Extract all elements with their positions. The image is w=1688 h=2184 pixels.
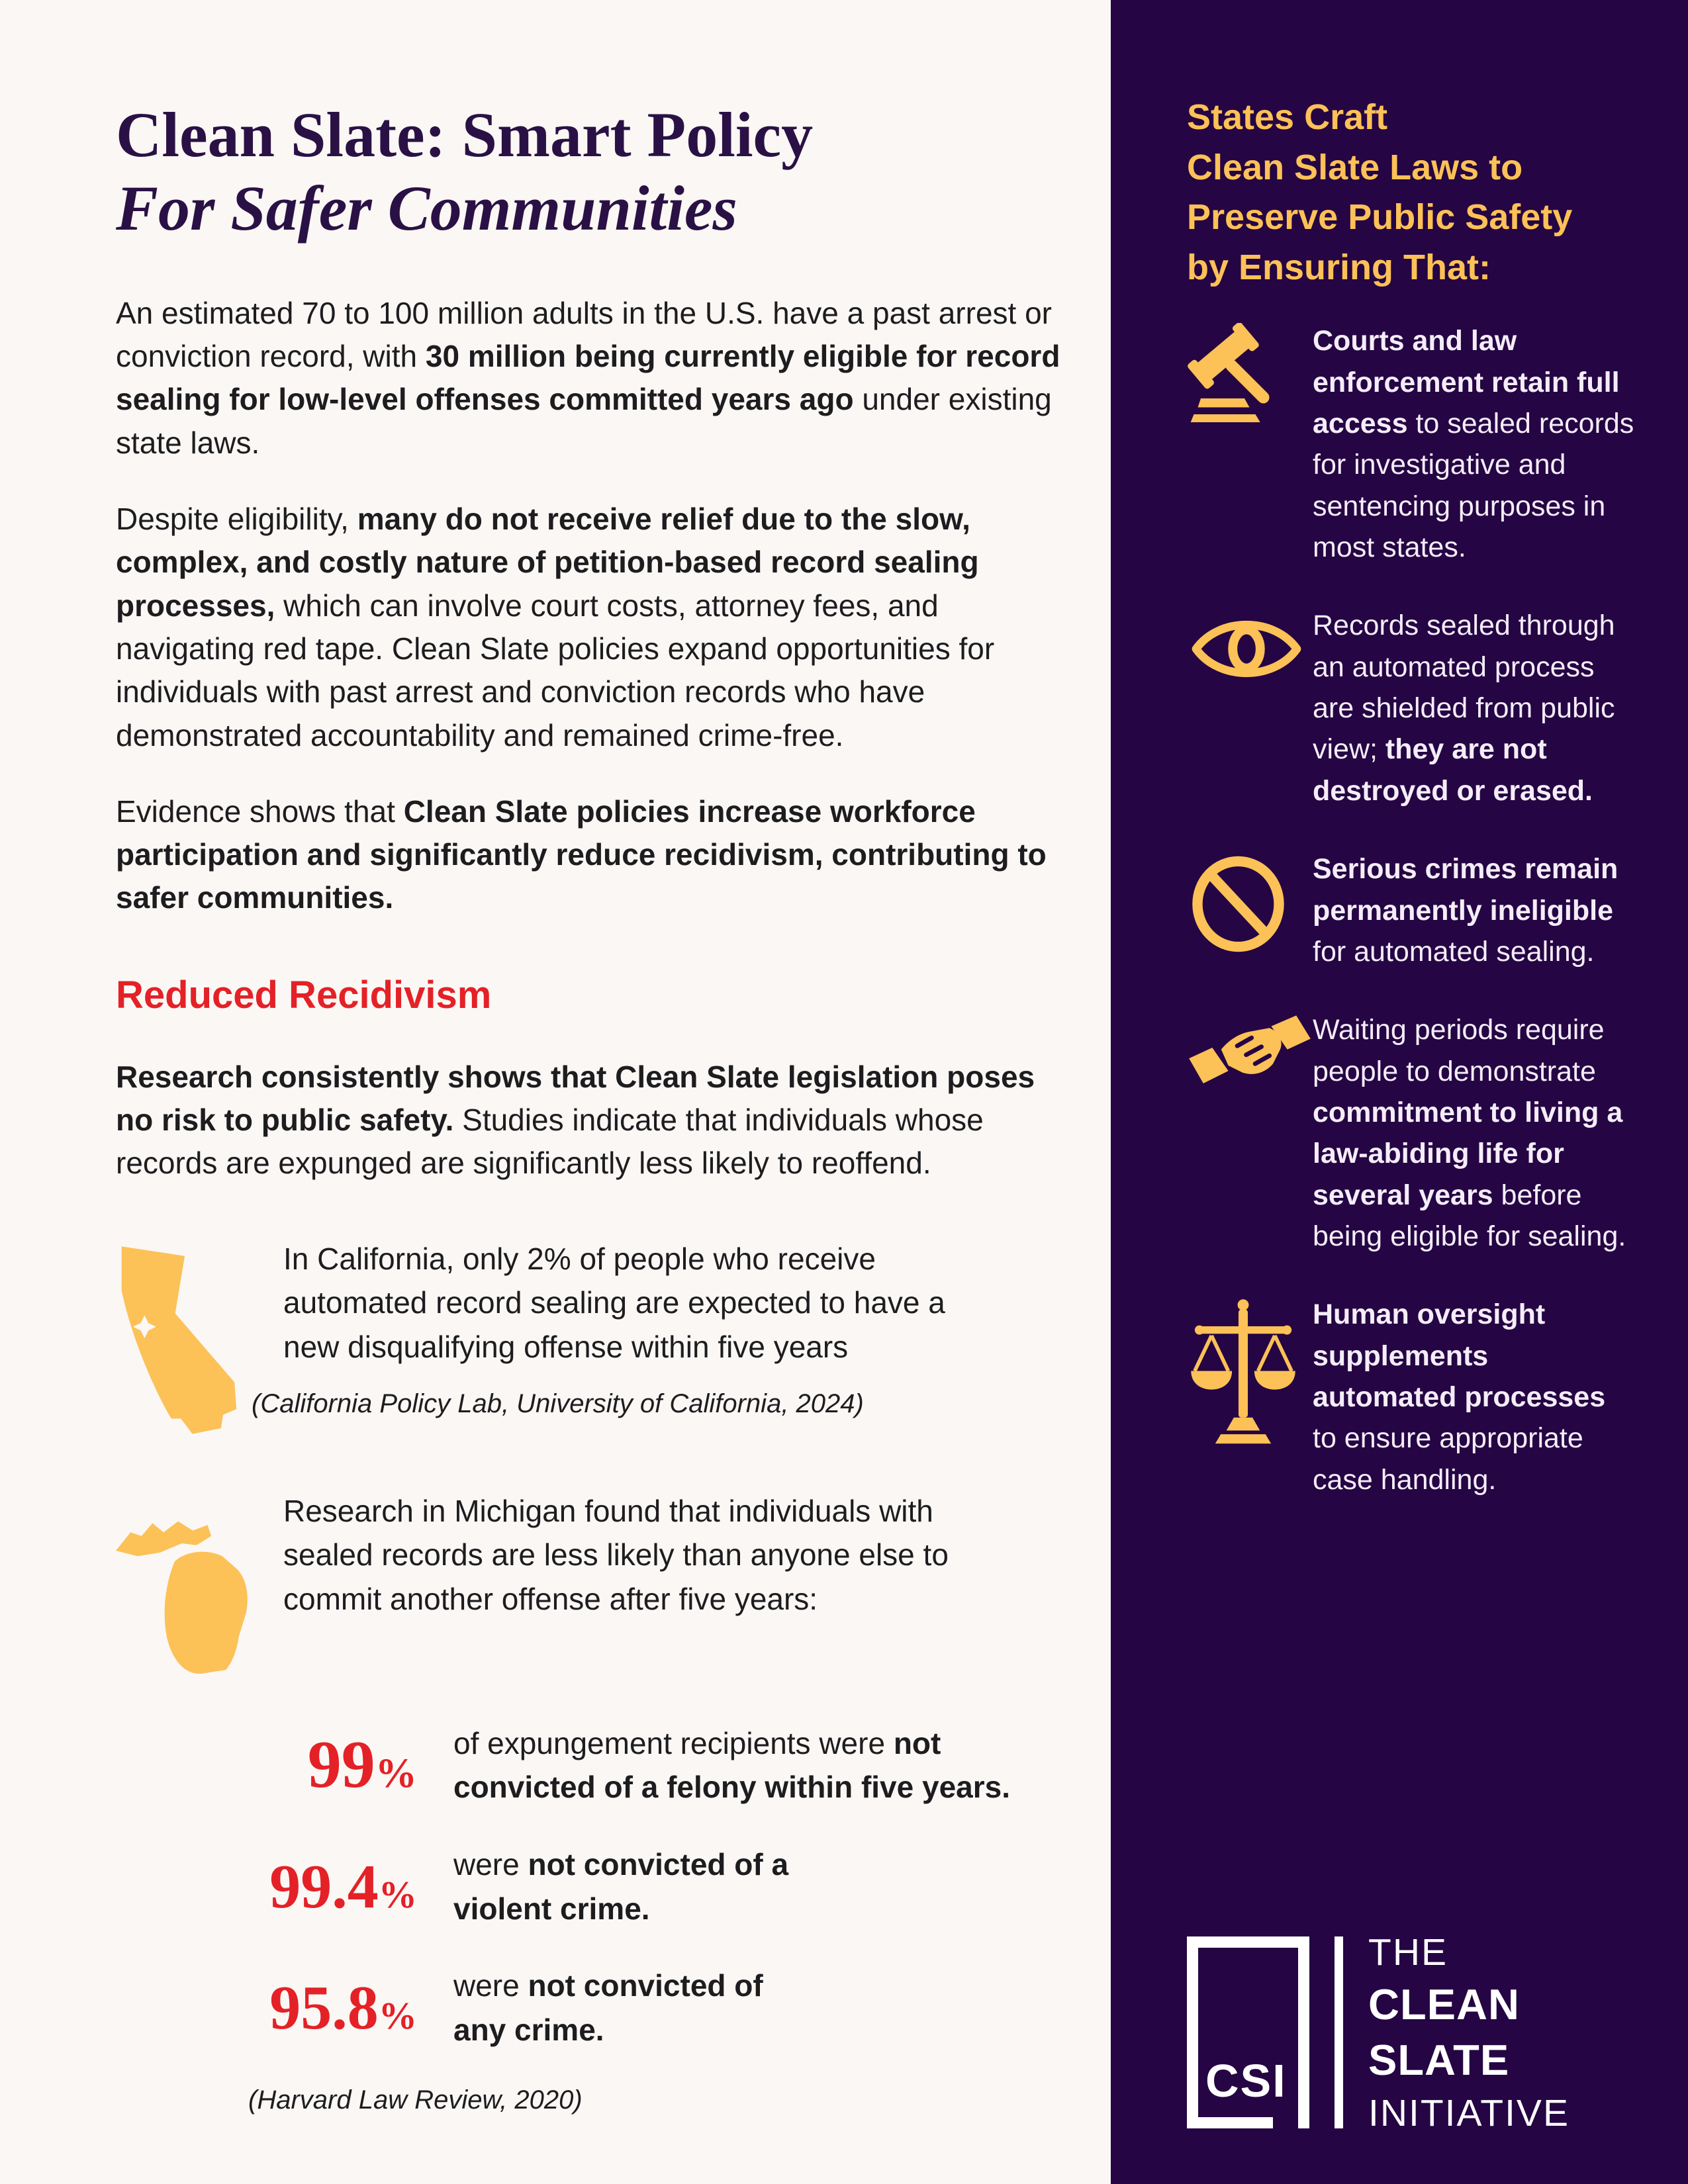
sidebar-item-text: Waiting periods require people to demonstrate commitment to living a law-abiding life for several years before being eligible for sealing. [1313, 1014, 1626, 1252]
percent-sign: % [378, 1872, 417, 1916]
stat-text-felony: of expungement recipients were not convicted of a felony within five years. [453, 1725, 1011, 1805]
percent-sign: % [375, 1750, 417, 1797]
intro-paragraph-2: Despite eligibility, many do not receive relief due to the slow, complex, and costly nature of petition-based record sealing processes, which can involve court costs, attorney fees, and navigating red tape. Clean Slate policies expand opportunities for individuals with past arrest and conviction records who have demonstrated accountability and remained crime-free. [116, 501, 995, 752]
recidivism-paragraph: Research consistently shows that Clean Slate legislation poses no risk to public safety. Studies indicate that individuals whose records are expunged are significantly less likely to reoffend. [116, 1059, 1035, 1181]
no-symbol-icon [1187, 848, 1313, 960]
sidebar-item-human-oversight [1187, 1294, 1635, 1500]
reduced-recidivism-heading: Reduced Recidivism [116, 973, 492, 1017]
logo-divider [1335, 1936, 1343, 2128]
california-text: In California, only 2% of people who receive automated record sealing are expected to have a new disqualifying offense within five years [283, 1241, 945, 1365]
california-map-icon [116, 1237, 252, 1443]
logo-wordmark [1368, 1928, 1635, 2138]
stat-value-99: 99% [307, 1727, 417, 1803]
page-title-line2: For Safer Communities [116, 173, 737, 244]
gavel-icon [1187, 320, 1313, 426]
sidebar-item-waiting-periods [1187, 1009, 1635, 1257]
clean-slate-initiative-logo [1187, 1928, 1635, 2138]
eye-icon [1187, 605, 1313, 694]
harvard-citation: (Harvard Law Review, 2020) [248, 2085, 583, 2115]
scales-icon [1187, 1294, 1313, 1449]
csi-monogram-text: CSI [1205, 2055, 1287, 2107]
sidebar [1111, 0, 1688, 2184]
stat-text-any-crime: were not convicted of any crime. [453, 1968, 763, 2048]
percent-sign: % [378, 1994, 417, 2038]
michigan-stats [242, 1721, 1064, 2052]
logo-frame-left [1187, 1936, 1198, 2128]
sidebar-item-text: Records sealed through an automated process are shielded from public view; they are not destroyed or erased. [1313, 610, 1615, 807]
sidebar-item-shielded-records [1187, 605, 1635, 811]
logo-wordmark-the: THE [1368, 1931, 1448, 1974]
sidebar-heading-line: Clean Slate Laws to [1187, 147, 1523, 187]
california-row [116, 1237, 1064, 1443]
sidebar-item-text: Human oversight supplements automated processes to ensure appropriate case handling. [1313, 1298, 1606, 1496]
logo-frame-bottom [1187, 2117, 1273, 2128]
sidebar-heading-line: Preserve Public Safety [1187, 197, 1573, 238]
stat-row-felony [242, 1721, 1064, 1809]
csi-monogram-mark [1187, 1936, 1309, 2128]
intro-paragraph-3: Evidence shows that Clean Slate policies increase workforce participation and significantly reduce recidivism, contributing to safer communities. [116, 794, 1047, 915]
michigan-text: Research in Michigan found that individuals with sealed records are less likely than anyone else to commit another offense after five years: [283, 1493, 949, 1617]
michigan-text-block [252, 1489, 995, 1621]
stat-value-99-4: 99.4% [269, 1852, 417, 1921]
page-title-line1: Clean Slate: Smart Policy [116, 99, 814, 170]
california-text-block [252, 1237, 995, 1419]
stat-value-95-8: 95.8% [269, 1974, 417, 2043]
logo-wordmark-initiative: INITIATIVE [1368, 2091, 1570, 2134]
sidebar-item-court-access [1187, 320, 1635, 568]
stat-row-violent [242, 1843, 1064, 1931]
logo-frame-right [1298, 1936, 1309, 2128]
sidebar-item-text: Courts and law enforcement retain full access to sealed records for investigative and sentencing purposes in most states. [1313, 325, 1634, 564]
sidebar-item-text: Serious crimes remain permanently ineligible for automated sealing. [1313, 853, 1618, 968]
michigan-map-icon [116, 1489, 252, 1685]
california-citation: (California Policy Lab, University of California, 2024) [252, 1388, 864, 1418]
logo-wordmark-clean-slate: CLEAN SLATE [1368, 1979, 1520, 2085]
page-title [116, 98, 1064, 246]
sidebar-heading-line: States Craft [1187, 97, 1388, 137]
stat-text-violent: were not convicted of a violent crime. [453, 1847, 789, 1926]
stat-row-any-crime [242, 1964, 1064, 2052]
logo-frame-top [1187, 1936, 1309, 1948]
sidebar-heading-line: by Ensuring That: [1187, 247, 1491, 287]
sidebar-heading [1187, 93, 1635, 293]
sidebar-item-serious-crimes [1187, 848, 1635, 972]
intro-paragraph-1: An estimated 70 to 100 million adults in the U.S. have a past arrest or conviction record, with 30 million being currently eligible for record sealing for low-level offenses committed years ago under existing state laws. [116, 295, 1060, 460]
michigan-row [116, 1489, 1064, 1685]
handshake-icon [1187, 1009, 1313, 1105]
